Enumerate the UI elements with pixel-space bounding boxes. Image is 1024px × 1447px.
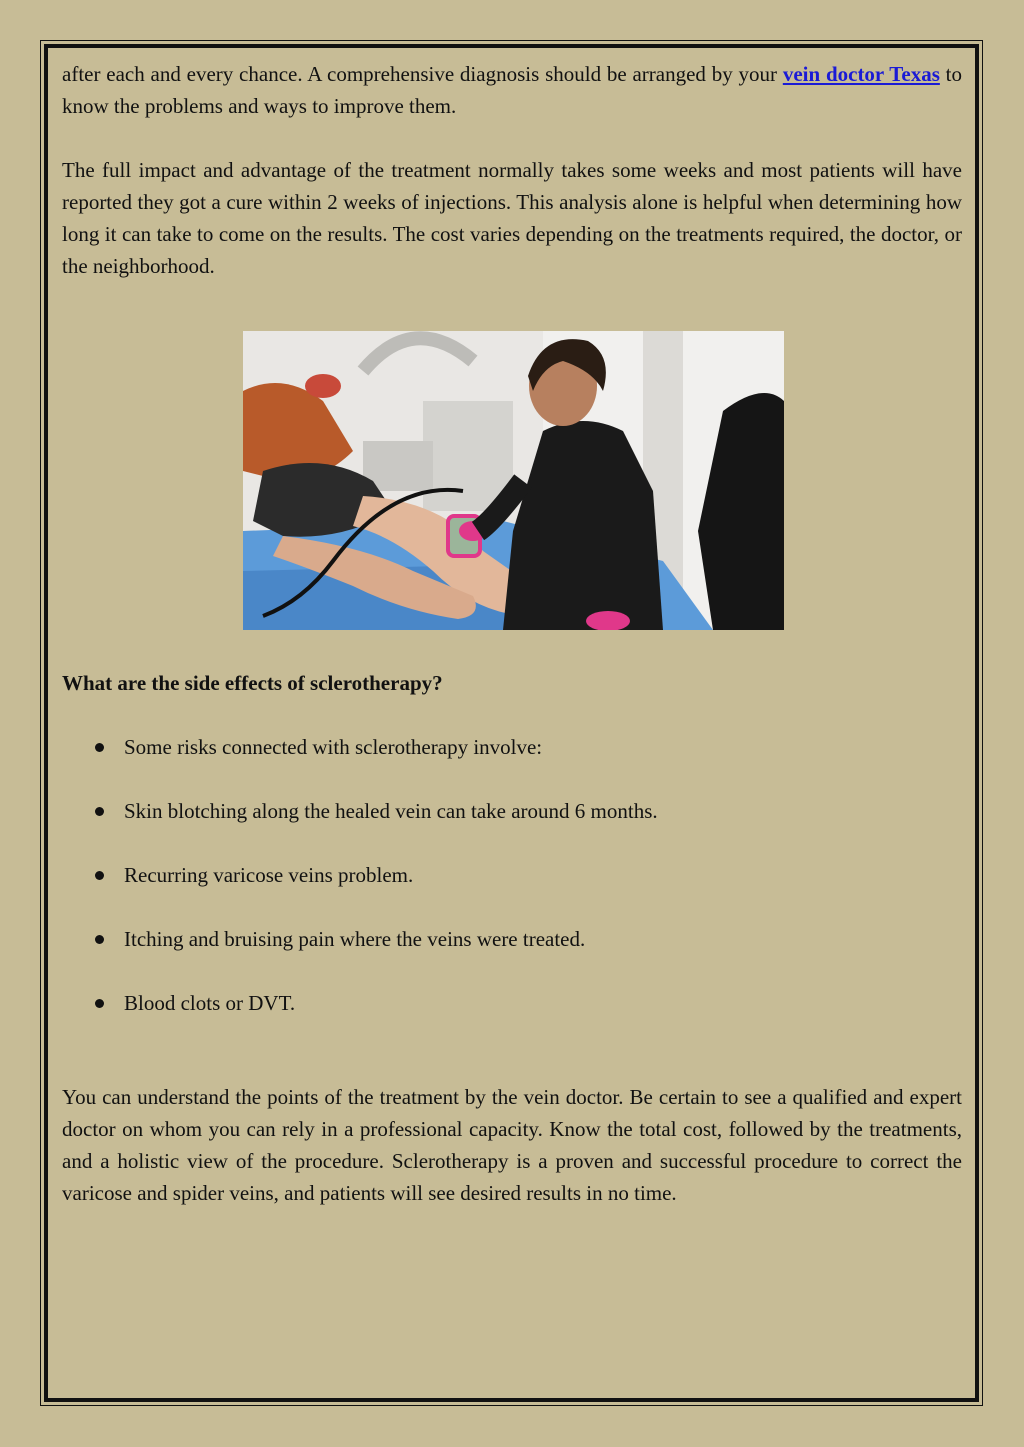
- clinic-treatment-photo: [243, 331, 784, 630]
- intro-trail-text: to know the problems and ways to improve them.: [62, 62, 963, 118]
- bullet-icon: [95, 743, 104, 752]
- side-effects-heading: What are the side effects of sclerotherapy?: [62, 671, 443, 695]
- bullet-icon: [95, 871, 104, 880]
- document-content: [62, 58, 962, 1209]
- side-effects-list: [62, 731, 962, 1019]
- intro-lead-text: after each and every chance. A comprehensive diagnosis should be arranged by your: [62, 62, 783, 86]
- vein-doctor-texas-link[interactable]: vein doctor Texas: [782, 62, 940, 86]
- list-item: Itching and bruising pain where the veins were treated.: [62, 923, 962, 955]
- bullet-icon: [95, 935, 104, 944]
- list-item: Skin blotching along the healed vein can take around 6 months.: [62, 795, 962, 827]
- bullet-icon: [95, 807, 104, 816]
- list-item: Recurring varicose veins problem.: [62, 859, 962, 891]
- list-item: Blood clots or DVT.: [62, 987, 962, 1019]
- list-item: Some risks connected with sclerotherapy involve:: [62, 731, 962, 763]
- bullet-icon: [95, 999, 104, 1008]
- treatment-duration-paragraph: The full impact and advantage of the treatment normally takes some weeks and most patients will have reported they got a cure within 2 weeks of injections. This analysis alone is helpful when determining how long it can take to come on the results. The cost varies depending on the treatments required, the doctor, or the neighborhood.: [62, 158, 962, 278]
- conclusion-paragraph: You can understand the points of the treatment by the vein doctor. Be certain to see a qualified and expert doctor on whom you can rely in a professional capacity. Know the total cost, followed by the treatments, and a holistic view of the procedure. Sclerotherapy is a proven and successful procedure to correct the varicose and spider veins, and patients will see desired results in no time.: [62, 1085, 962, 1205]
- intro-paragraph: [62, 58, 962, 122]
